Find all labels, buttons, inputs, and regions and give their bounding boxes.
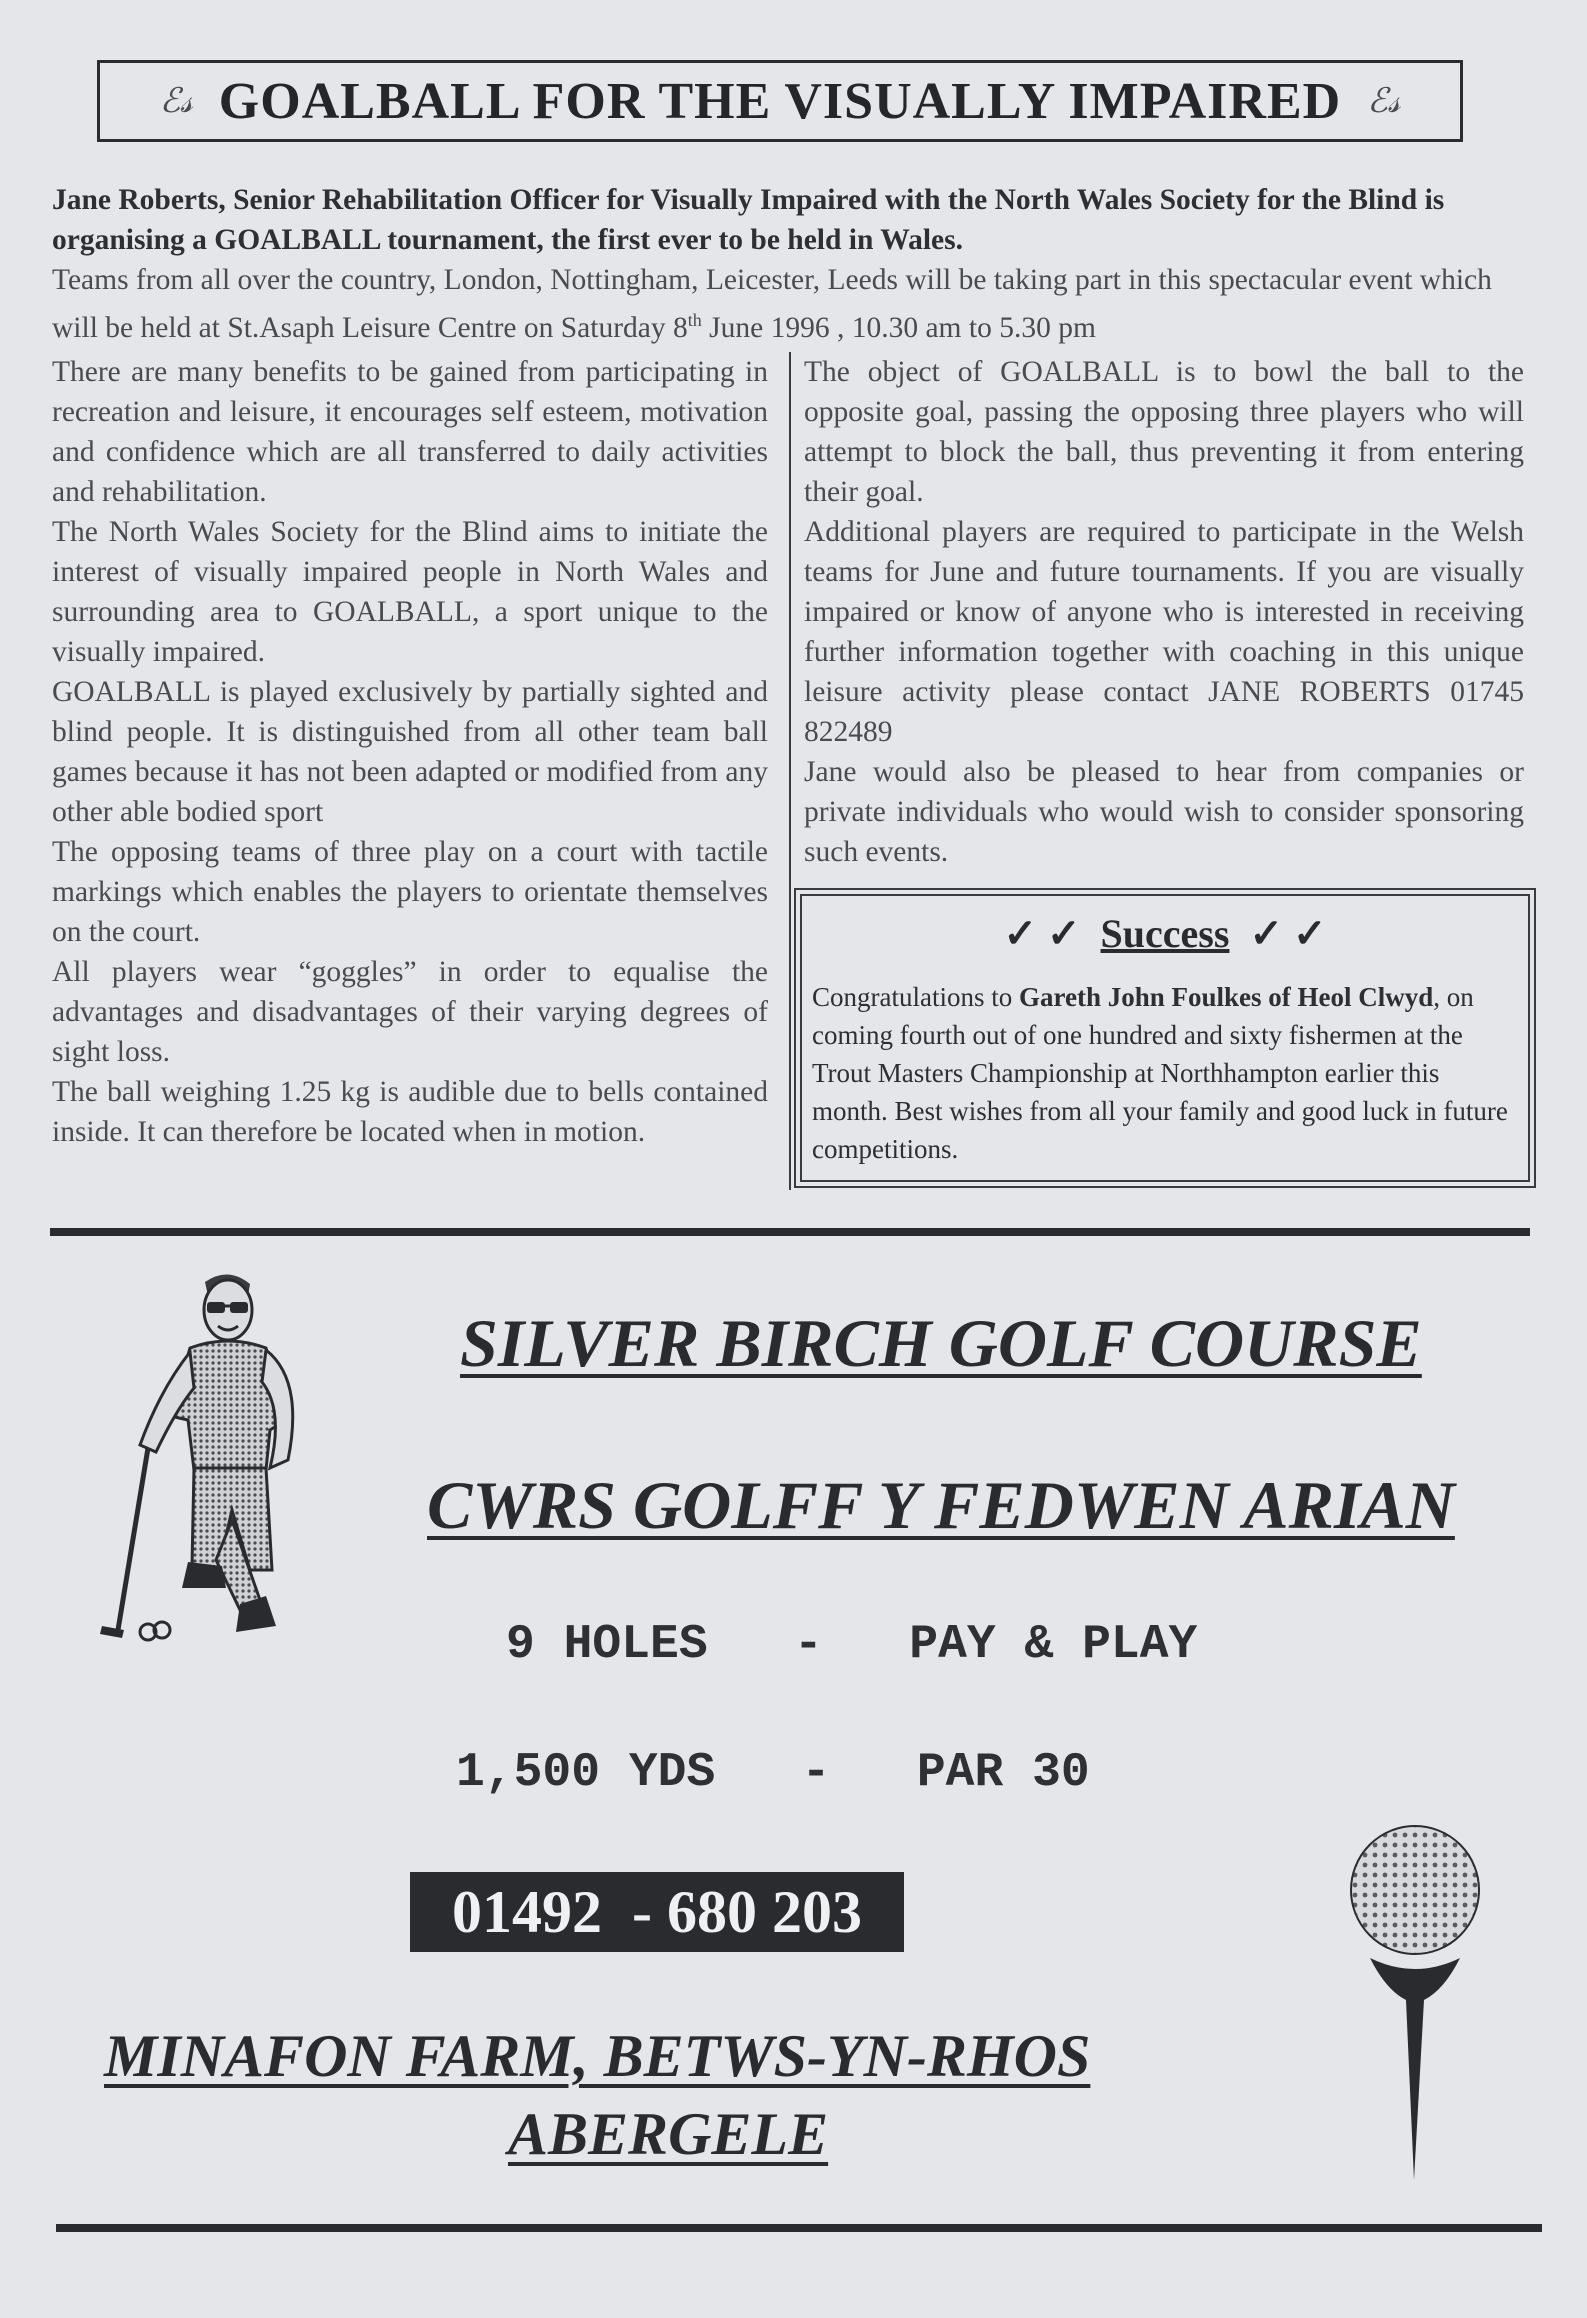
intro-event-superscript: th [687,310,702,330]
tick-icons-right: ✓ ✓ [1249,911,1327,956]
left-paragraph: There are many benefits to be gained from participating in recreation and leisure, it encourages self esteem, motivation and confidence which are all transferred to daily activities and rehabilitation. [52,356,768,508]
success-box-inner [800,894,1530,1182]
left-paragraph: The ball weighing 1.25 kg is audible due to bells contained inside. It can therefore be located when in motion. [52,1076,768,1148]
article-intro [52,180,1522,348]
success-text-rest: , on coming fourth out of one hundred and sixty fishermen at the Trout Masters Championship at Northhampton earlier this month. Best wishes from all your family and good luck in future competitions. [812,982,1508,1164]
success-heading [812,902,1518,966]
holes-pay-play: 9 HOLES - PAY & PLAY [506,1618,1198,1672]
article-title-box [97,60,1463,142]
intro-event-paragraph [52,260,1522,348]
section-divider-top [50,1228,1530,1236]
left-paragraph: GOALBALL is played exclusively by partially sighted and blind people. It is distinguished from all other team ball games because it has not been adapted or modified from any other able bodied sport [52,676,768,828]
section-divider-bottom [56,2224,1542,2232]
golf-ball-tee-icon [1340,1810,1490,2190]
right-paragraph: Additional players are required to participate in the Welsh teams for June and future tournaments. If you are visually impaired or know of anyone who is interested in receiving further information together with coaching in this unique leisure activity please contact JANE ROBERTS 01745 822489 [804,516,1524,748]
golfer-illustration-icon [90,1270,340,1660]
golf-course-name: SILVER BIRCH GOLF COURSE [460,1305,1422,1381]
right-paragraph: Jane would also be pleased to hear from companies or private individuals who would wish to consider sponsoring such events. [804,756,1524,868]
intro-bold-paragraph: Jane Roberts, Senior Rehabilitation Officer for Visually Impaired with the North Wales Society for the Blind is organising a GOALBALL tournament, the first ever to be held in Wales. [52,184,1445,256]
left-paragraph: The North Wales Society for the Blind aims to initiate the interest of visually impaired people in North Wales and surrounding area to GOALBALL, a sport unique to the visually impaired. [52,516,768,668]
article-right-column [804,352,1524,872]
column-divider [789,352,791,1190]
success-name: Gareth John Foulkes of Heol Clwyd [1018,982,1434,1012]
tick-icons-left: ✓ ✓ [1003,911,1081,956]
phone-number: 01492 - 680 203 [410,1872,904,1952]
right-paragraph: The object of GOALBALL is to bowl the ball to the opposite goal, passing the opposing three players who will attempt to block the ball, thus preventing it from entering their goal. [804,356,1524,508]
intro-event-text-a: Teams from all over the country, London, Nottingham, Leicester, Leeds will be taking part in this spectacular event which will be held at St.Asaph Leisure Centre on Saturday 8 [52,264,1492,344]
title-ornament-left: ℰ𝓈 [159,83,193,120]
left-paragraph: The opposing teams of three play on a court with tactile markings which enables the players to orientate themselves on the court. [52,836,768,948]
address-line-1: MINAFON FARM, BETWS-YN-RHOS [104,2023,1091,2089]
article-left-column [52,352,768,1152]
article-title: GOALBALL FOR THE VISUALLY IMPAIRED [218,72,1342,130]
title-ornament-right: ℰ𝓈 [1367,83,1401,120]
success-text-intro: Congratulations to [812,982,1019,1012]
left-paragraph: All players wear “goggles” in order to equalise the advantages and disadvantages of their varying degrees of sight loss. [52,956,768,1068]
success-title: Success [1100,911,1230,956]
yards-par: 1,500 YDS - PAR 30 [456,1746,1090,1800]
golf-course-name-welsh: CWRS GOLFF Y FEDWEN ARIAN [427,1467,1455,1543]
success-box [794,888,1536,1188]
address-line-2: ABERGELE [508,2101,829,2167]
success-text [812,978,1518,1168]
intro-event-text-b: June 1996 , 10.30 am to 5.30 pm [701,311,1096,344]
